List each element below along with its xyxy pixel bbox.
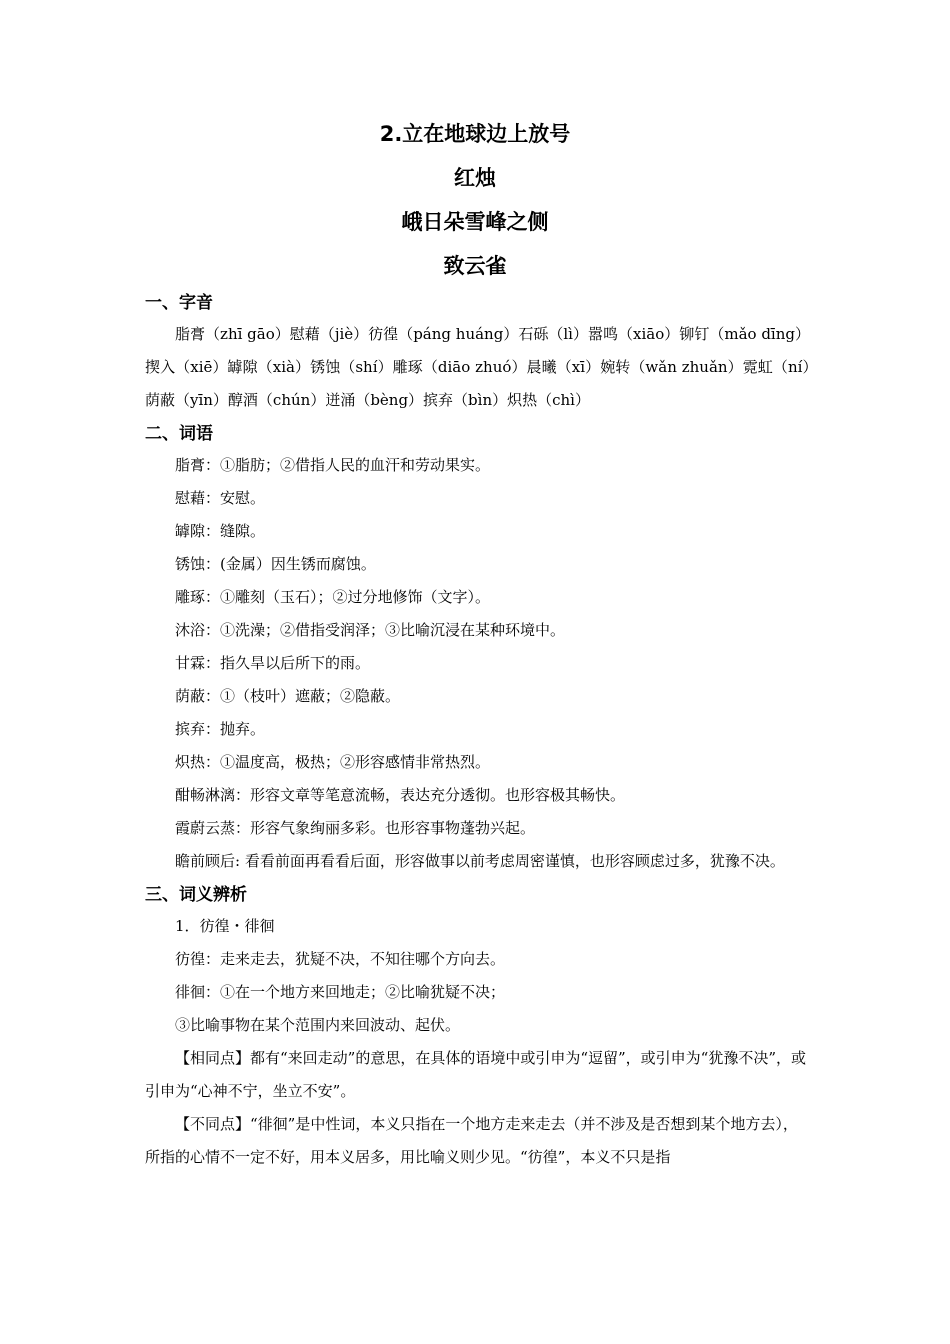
vocab-item: 酣畅淋漓：形容文章等笔意流畅，表达充分透彻。也形容极其畅快。 [175, 786, 626, 804]
section-heading-vocabulary: 二、词语 [145, 424, 213, 444]
poem-title-red-candle: 红烛 [454, 166, 496, 190]
vocab-item: 慰藉：安慰。 [175, 489, 266, 507]
vocab-item: 荫蔽：①（枝叶）遮蔽；②隐蔽。 [175, 687, 401, 705]
vocab-item: 甘霖：指久旱以后所下的雨。 [175, 654, 371, 672]
title-block [0, 112, 950, 288]
analysis-difference: 【不同点】“徘徊”是中性词，本义只指在一个地方走来走去（并不涉及是否想到某个地方去），所指的心情不一定不好，用本义居多，用比喻义则少见。“彷徨”，本义不只是指 [145, 1115, 798, 1166]
vocab-item: 炽热：①温度高，极热；②形容感情非常热烈。 [175, 753, 491, 771]
pronunciation-list: 脂膏（zhī gāo）慰藉（jiè）彷徨（páng huáng）石砾（lì）嚣鸣（xiāo）铆钉（mǎo dīng）揳入（xiē）罅隙（xià）锈蚀（shí）雕琢（diāo zhuó）晨曦（xī）婉转（wǎn zhuǎn）霓虹（ní）荫蔽（yīn）醇酒（chún）迸涌（bèng）摈弃（bìn）炽热（chì） [145, 325, 810, 409]
vocab-item: 瞻前顾后: 看看前面再看看后面，形容做事以前考虑周密谨慎，也形容顾虑过多，犹豫不决。 [175, 852, 785, 870]
section-heading-word-analysis: 三、词义辨析 [145, 885, 247, 905]
lesson-title: 2.立在地球边上放号 [379, 122, 571, 146]
vocab-item: 罅隙：缝隙。 [175, 522, 266, 540]
poem-title-skylark: 致云雀 [443, 254, 507, 278]
vocab-item: 雕琢：①雕刻（玉石）；②过分地修饰（文字）。 [175, 588, 491, 606]
vocab-item: 摈弃：抛弃。 [175, 720, 266, 738]
vocab-item: 霞蔚云蒸：形容气象绚丽多彩。也形容事物蓬勃兴起。 [175, 819, 536, 837]
vocab-item: 锈蚀：(金属）因生锈而腐蚀。 [175, 555, 376, 573]
analysis-definition: 徘徊：①在一个地方来回地走；②比喻犹疑不决； [175, 983, 506, 1001]
analysis-definition: ③比喻事物在某个范围内来回波动、起伏。 [175, 1016, 461, 1034]
analysis-similarity: 【相同点】都有“来回走动”的意思，在具体的语境中或引申为“逗留”，或引申为“犹豫不决”，或引申为“心神不宁，坐立不安”。 [145, 1049, 807, 1100]
vocab-item: 脂膏：①脂肪；②借指人民的血汗和劳动果实。 [175, 456, 491, 474]
section-heading-pronunciation: 一、字音 [145, 293, 213, 313]
analysis-definition: 彷徨：走来走去，犹疑不决，不知往哪个方向去。 [175, 950, 506, 968]
document-body [145, 288, 810, 1174]
vocab-item: 沐浴：①洗澡；②借指受润泽；③比喻沉浸在某种环境中。 [175, 621, 566, 639]
analysis-subheading: 1．彷徨・徘徊 [175, 917, 275, 935]
poem-title-eriduo: 峨日朵雪峰之侧 [401, 210, 549, 234]
